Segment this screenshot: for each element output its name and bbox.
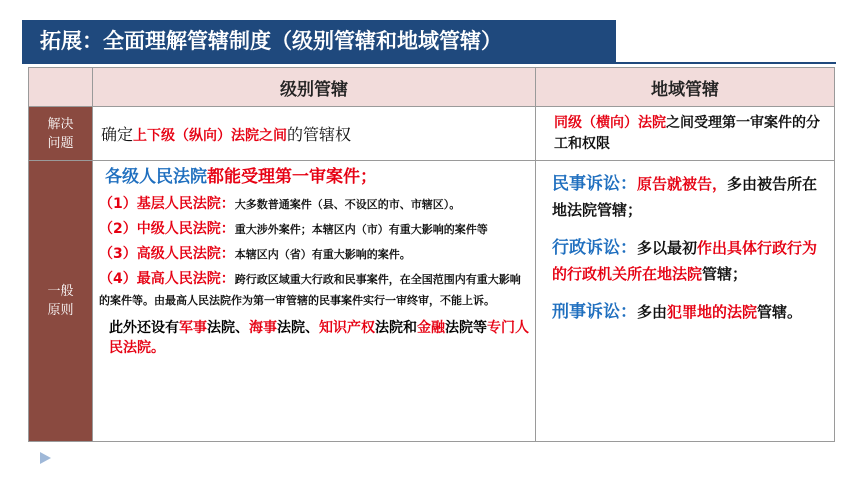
title-underline — [22, 62, 836, 64]
row-label-problem: 解决问题 — [29, 107, 93, 161]
special-courts-note: 此外还设有军事法院、海事法院、知识产权法院和金融法院等专门人民法院。 — [109, 320, 529, 356]
court-item-intermediate: （2）中级人民法院：重大涉外案件；本辖区内（市）有重大影响的案件等 — [99, 221, 488, 237]
header-corner — [29, 68, 93, 107]
row-label-principle: 一般原则 — [29, 161, 93, 442]
header-territorial-jurisdiction: 地域管辖 — [536, 68, 835, 107]
territorial-principle-cell — [536, 161, 835, 442]
civil-litigation: 民事诉讼：原告就被告，多由被告所在地法院管辖； — [552, 174, 818, 219]
header-level-jurisdiction: 级别管辖 — [93, 68, 536, 107]
jurisdiction-table — [28, 67, 835, 442]
territorial-problem-cell: 同级（横向）法院之间受理第一审案件的分工和权限 — [536, 107, 835, 161]
administrative-litigation: 行政诉讼：多以最初作出具体行政行为的行政机关所在地法院管辖； — [552, 238, 818, 283]
criminal-litigation: 刑事诉讼：多由犯罪地的法院管辖。 — [552, 302, 803, 322]
court-item-supreme: （4）最高人民法院：跨行政区域重大行政和民事案件，在全国范围内有重大影响的案件等。由最高人民法院作为第一审管辖的民事案件实行一审终审，不能上诉。 — [99, 271, 521, 307]
level-principle-cell: 各级人民法院都能受理第一审案件； （1）基层人民法院：大多数普通案件（县、不设区的市、市辖区）。 （2）中级人民法院：重大涉外案件；本辖区内（市）有重大影响的案件等 （3）高级人民法院：本辖区内（省）有重大影响的案件。 （4）最高人民法院：跨行政区域重大行政和民事案件，在全国范围内有重大影响的案件等。由最高人民法院作为第一审管辖的民事案件实行一审终审，不能上诉。 此外还设有军事法院、海事法院、知识产权法院和金融法院等专门人民法院。 — [93, 161, 536, 442]
court-item-basic: （1）基层人民法院：大多数普通案件（县、不设区的市、市辖区）。 — [99, 196, 461, 212]
court-item-high: （3）高级人民法院：本辖区内（省）有重大影响的案件。 — [99, 246, 411, 262]
page-title: 拓展：全面理解管辖制度（级别管辖和地域管辖） — [22, 20, 616, 62]
play-triangle-icon[interactable] — [40, 452, 51, 464]
level-problem-cell: 确定上下级（纵向）法院之间的管辖权 — [93, 107, 536, 161]
